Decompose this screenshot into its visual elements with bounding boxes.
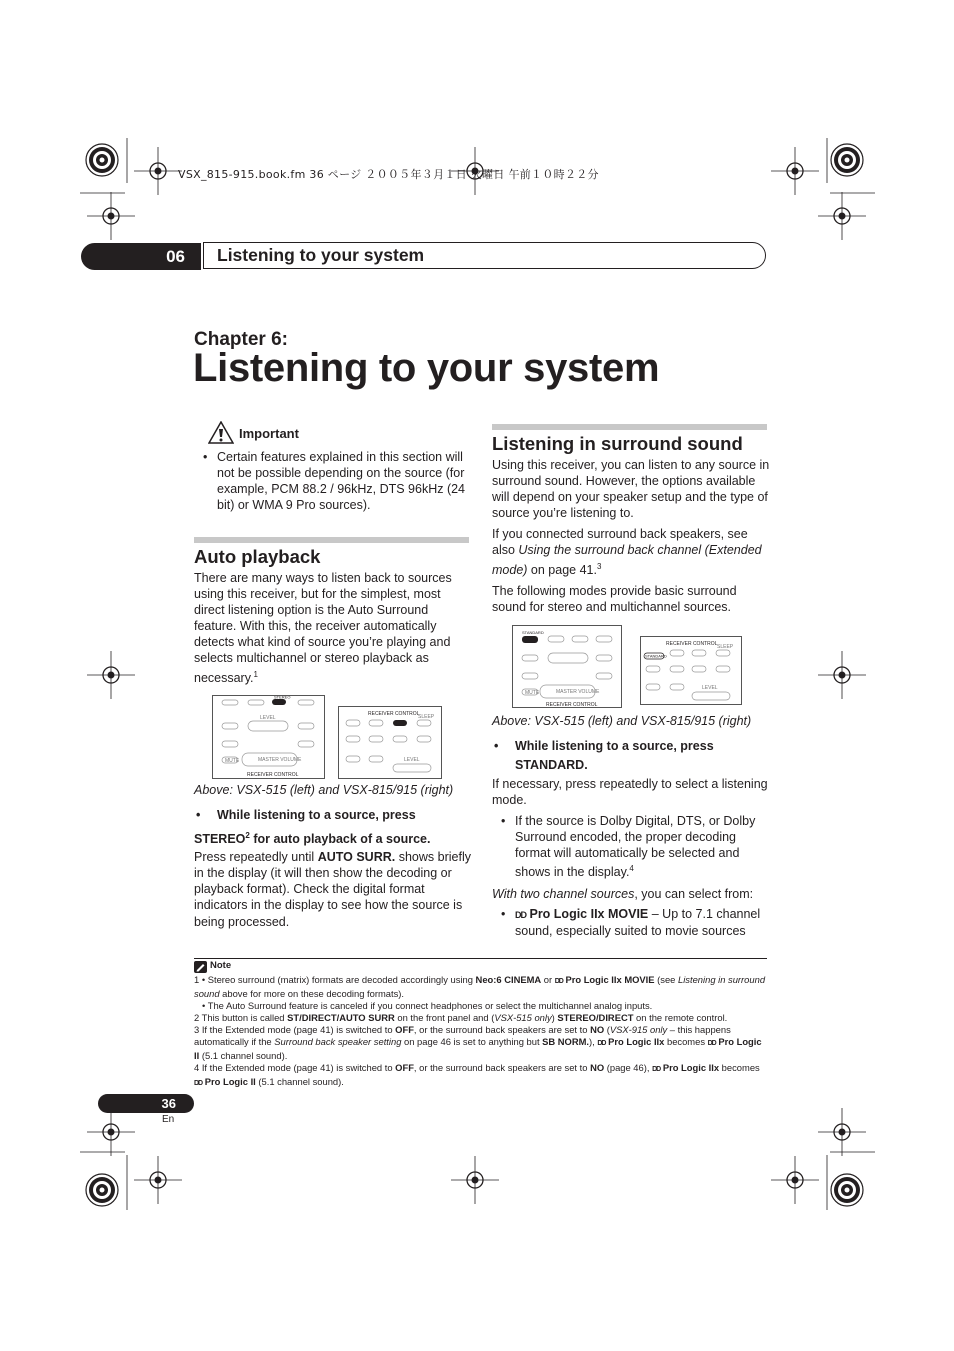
remote-receiver-control-label-3: RECEIVER CONTROL xyxy=(546,702,598,708)
remote-receiver-control-label-2: RECEIVER CONTROL xyxy=(368,711,420,717)
step-description xyxy=(194,849,472,929)
important-text: Certain features explained in this section will not be possible depending on the source (for example, PCM 88.2 / 96kHz, DTS 96kHz (24 bit) or WMA 9 Pro sources). xyxy=(217,450,466,513)
desc-text-1: Press repeatedly until xyxy=(194,850,318,865)
mode-name: Pro Logic IIx MOVIE xyxy=(529,906,649,921)
footnote-ref-1: 1 xyxy=(253,669,258,679)
dolby-icon: DD xyxy=(194,1080,203,1087)
remote-mute-label-2: MUTE xyxy=(525,690,540,696)
step-text-2: for auto playback of a source. xyxy=(249,832,431,847)
page-number: 36 xyxy=(98,1094,194,1113)
remote-standard-label-2: STANDARD xyxy=(645,653,667,659)
remote-level-label-2: LEVEL xyxy=(404,757,420,763)
desc-text-2: shows briefly in the display (it will then show the decoding or playback format). Check the digital format indicators in the display to see how the source is being processed. xyxy=(194,850,471,929)
remote-vsx815-stereo xyxy=(338,706,442,779)
remote-stereo-label: STEREO xyxy=(274,695,291,700)
remote-level-label-3: LEVEL xyxy=(702,685,718,691)
auto-playback-title: Auto playback xyxy=(194,546,321,567)
bullet-dot: • xyxy=(501,814,506,829)
bullet-dot: • xyxy=(196,808,201,822)
remote-mute-label: MUTE xyxy=(225,758,240,764)
note-4: 4 If the Extended mode (page 41) is switched to OFF, or the surround back speakers are set to NO (page 46), DD Pro Logic IIx becomes DD Pro Logic II (5.1 channel sound). xyxy=(194,1062,767,1090)
note-heading: Note xyxy=(210,960,232,971)
remote-standard-label: STANDARD xyxy=(522,630,544,635)
bullet-dot: • xyxy=(501,906,506,921)
bullet-dot: • xyxy=(494,739,499,753)
footnotes xyxy=(194,958,767,1090)
remote-vsx515-standard-stereo xyxy=(212,695,325,779)
note-2: 2 This button is called ST/DIRECT/AUTO SURR on the front panel and (VSX-515 only) STEREO/DIRECT on the remote control. xyxy=(194,1012,728,1023)
p2-text-2: on page 41. xyxy=(527,562,597,577)
step-text-1: While listening to a source, press xyxy=(217,808,416,822)
dolby-icon: DD xyxy=(597,1040,606,1047)
important-heading: Important xyxy=(239,426,299,441)
remote-master-volume-label-2: MASTER VOLUME xyxy=(556,689,600,695)
auto-playback-rule xyxy=(194,537,469,543)
remote-receiver-control-label: RECEIVER CONTROL xyxy=(247,772,299,778)
surround-rule xyxy=(492,424,767,430)
p2-italic: Using the surround back channel (Extended mode) xyxy=(492,543,762,577)
surround-step xyxy=(492,737,770,939)
surround-p2 xyxy=(492,526,770,577)
auto-playback-caption: Above: VSX-515 (left) and VSX-815/915 (right) xyxy=(194,783,454,797)
remote-sleep-label-2: SLEEP xyxy=(717,644,734,650)
note-icon xyxy=(194,961,207,973)
bullet-dot: • xyxy=(203,450,208,464)
note-3: 3 If the Extended mode (page 41) is switched to OFF, or the surround back speakers are set to NO (VSX-915 only – this happens automatically if the Surround back speaker setting on page 46 is set to anything but SB NORM.), DD Pro Logic IIx becomes DD Pro Logic II (5.1 channel sound). xyxy=(194,1024,762,1061)
step-key-stereo: STEREO xyxy=(194,832,246,847)
two-channel-line xyxy=(492,886,770,902)
note-1: 1 • Stereo surround (matrix) formats are decoded accordingly using Neo:6 CINEMA or DD Pro Logic IIx MOVIE (see Listening in surround sound above for more on these decoding formats). xyxy=(194,974,766,999)
surround-paragraphs xyxy=(492,457,770,615)
chapter-title: Listening to your system xyxy=(193,346,660,390)
important-icon xyxy=(208,421,234,444)
two-channel-italic: With two channel sources xyxy=(492,886,635,901)
surround-title: Listening in surround sound xyxy=(492,433,743,454)
dolby-icon: DD xyxy=(707,1040,716,1047)
surround-p1: Using this receiver, you can listen to any source in surround sound. However, the options available will depend on your speaker setup and the type of source you’re listening to. xyxy=(492,458,770,521)
p2-text-1: If you connected surround back speakers, see also xyxy=(492,527,748,558)
remote-sleep-label: SLEEP xyxy=(418,714,435,720)
note-1b: • The Auto Surround feature is canceled if you connect headphones or select the multichannel analog inputs. xyxy=(202,1000,653,1011)
dolby-icon: DD xyxy=(652,1066,661,1073)
dolby-icon: DD xyxy=(515,909,526,920)
chapter-label: Chapter 6: xyxy=(194,329,288,350)
remote-level-label: LEVEL xyxy=(260,715,276,721)
chapter-header-title: Listening to your system xyxy=(203,242,766,269)
auto-playback-step xyxy=(194,806,472,930)
desc-key-auto-surr: AUTO SURR. xyxy=(317,850,396,865)
dolby-icon: DD xyxy=(554,978,563,985)
surround-caption: Above: VSX-515 (left) and VSX-815/915 (right) xyxy=(492,714,752,728)
surround-step-text: While listening to a source, press STANDARD. xyxy=(515,739,714,772)
mode-item xyxy=(492,906,770,939)
remote-master-volume-label: MASTER VOLUME xyxy=(258,757,302,763)
language-code: En xyxy=(162,1114,175,1125)
sub-bullet-text: If the source is Dolby Digital, DTS, or Dolby Surround encoded, the proper decoding format will automatically be selected and shows in the display. xyxy=(515,814,756,880)
remote-receiver-control-label-4: RECEIVER CONTROL xyxy=(666,641,718,647)
footnote-ref-4: 4 xyxy=(629,864,634,874)
auto-playback-intro xyxy=(194,570,472,686)
intro-text: There are many ways to listen back to sources using this receiver, but for the simplest, most direct listening option is the Auto Surround feature. With this, the receiver automatically detects what kind of source you’re playing and selects multichannel or stereo playback as necessary. xyxy=(194,571,452,685)
surround-step-desc: If necessary, press repeatedly to select a listening mode. xyxy=(492,777,768,808)
footnote-ref-3: 3 xyxy=(596,561,602,571)
surround-p3: The following modes provide basic surround sound for stereo and multichannel sources. xyxy=(492,583,737,614)
remote-vsx815-standard xyxy=(640,636,742,705)
remote-vsx515-standard xyxy=(512,625,622,708)
mode-desc: – Up to 7.1 channel sound, especially suited to movie sources xyxy=(515,906,761,938)
surround-sub-bullet xyxy=(492,813,770,881)
chapter-number-tab: 06 xyxy=(81,243,201,270)
footnote-ref-2: 2 xyxy=(245,831,250,840)
important-text-item xyxy=(194,449,474,513)
print-header: VSX_815-915.book.fm 36 ページ ２００５年３月１日 火曜日 午前１０時２２分 xyxy=(178,168,599,181)
important-box xyxy=(194,421,474,513)
two-channel-rest: , you can select from: xyxy=(634,886,754,901)
